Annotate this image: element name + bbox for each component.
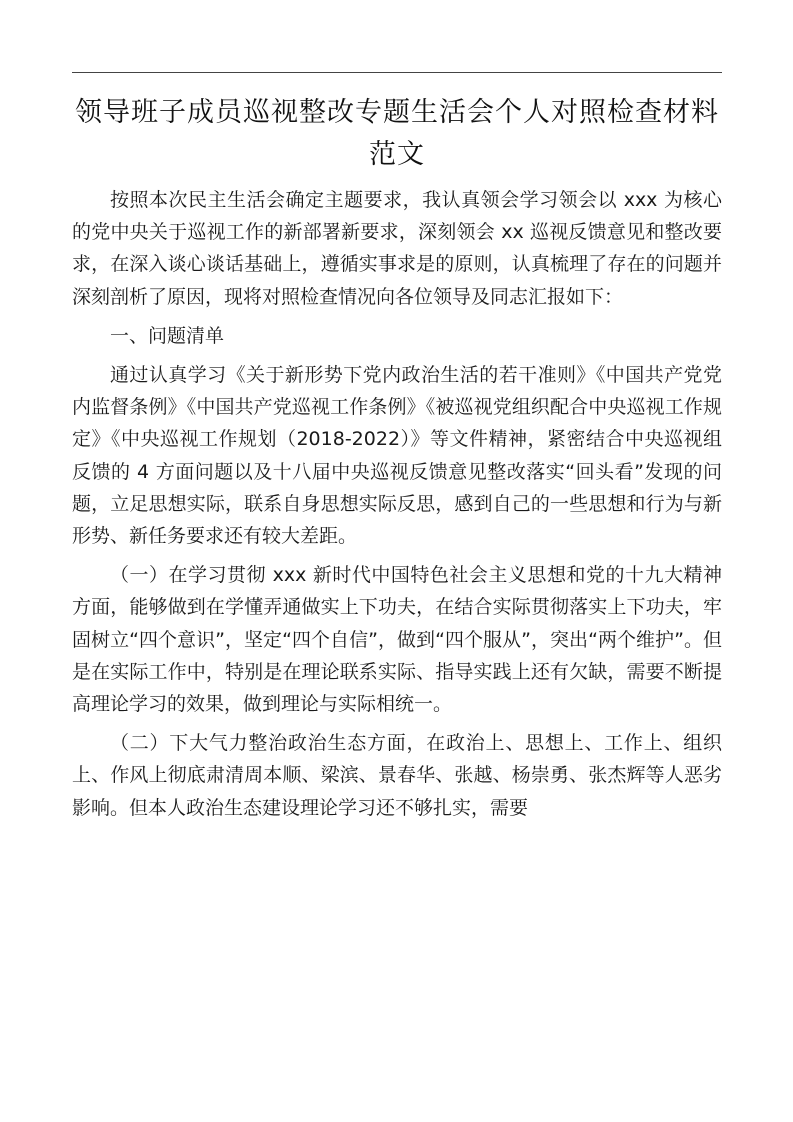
paragraph-item-2: （二）下大气力整治政治生态方面，在政治上、思想上、工作上、组织上、作风上彻底肃清周本顺、梁滨、景春华、张越、杨崇勇、张杰辉等人恶劣影响。但本人政治生态建设理论学习还不够扎实，需要 bbox=[72, 732, 722, 819]
header-rule bbox=[72, 72, 722, 73]
paragraph-intro: 按照本次民主生活会确定主题要求，我认真领会学习领会以 xxx 为核心的党中央关于巡视工作的新部署新要求，深刻领会 xx 巡视反馈意见和整改要求，在深入谈心谈话基础上，遵循实事求是的原则，认真梳理了存在的问题并深刻剖析了原因，现将对照检查情况向各位领导及同志汇报如下： bbox=[72, 189, 722, 308]
document-body bbox=[72, 184, 722, 831]
section-heading-problems: 一、问题清单 bbox=[110, 324, 225, 347]
paragraph-item-1: （一）在学习贯彻 xxx 新时代中国特色社会主义思想和党的十九大精神方面，能够做到在学懂弄通做实上下功夫，在结合实际贯彻落实上下功夫，牢固树立“四个意识”，坚定“四个自信”，做到“四个服从”，突出“两个维护”。但是在实际工作中，特别是在理论联系实际、指导实践上还有欠缺，需要不断提高理论学习的效果，做到理论与实际相统一。 bbox=[72, 564, 722, 716]
document-title: 领导班子成员巡视整改专题生活会个人对照检查材料范文 bbox=[75, 97, 719, 170]
paragraph-study: 通过认真学习《关于新形势下党内政治生活的若干准则》《中国共产党党内监督条例》《中国共产党巡视工作条例》《被巡视党组织配合中央巡视工作规定》《中央巡视工作规划（2018-2022）》等文件精神，紧密结合中央巡视组反馈的 4 方面问题以及十八届中央巡视反馈意见整改落实“回头看”发现的问题，立足思想实际，联系自身思想实际反思，感到自己的一些思想和行为与新形势、新任务要求还有较大差距。 bbox=[72, 364, 722, 548]
